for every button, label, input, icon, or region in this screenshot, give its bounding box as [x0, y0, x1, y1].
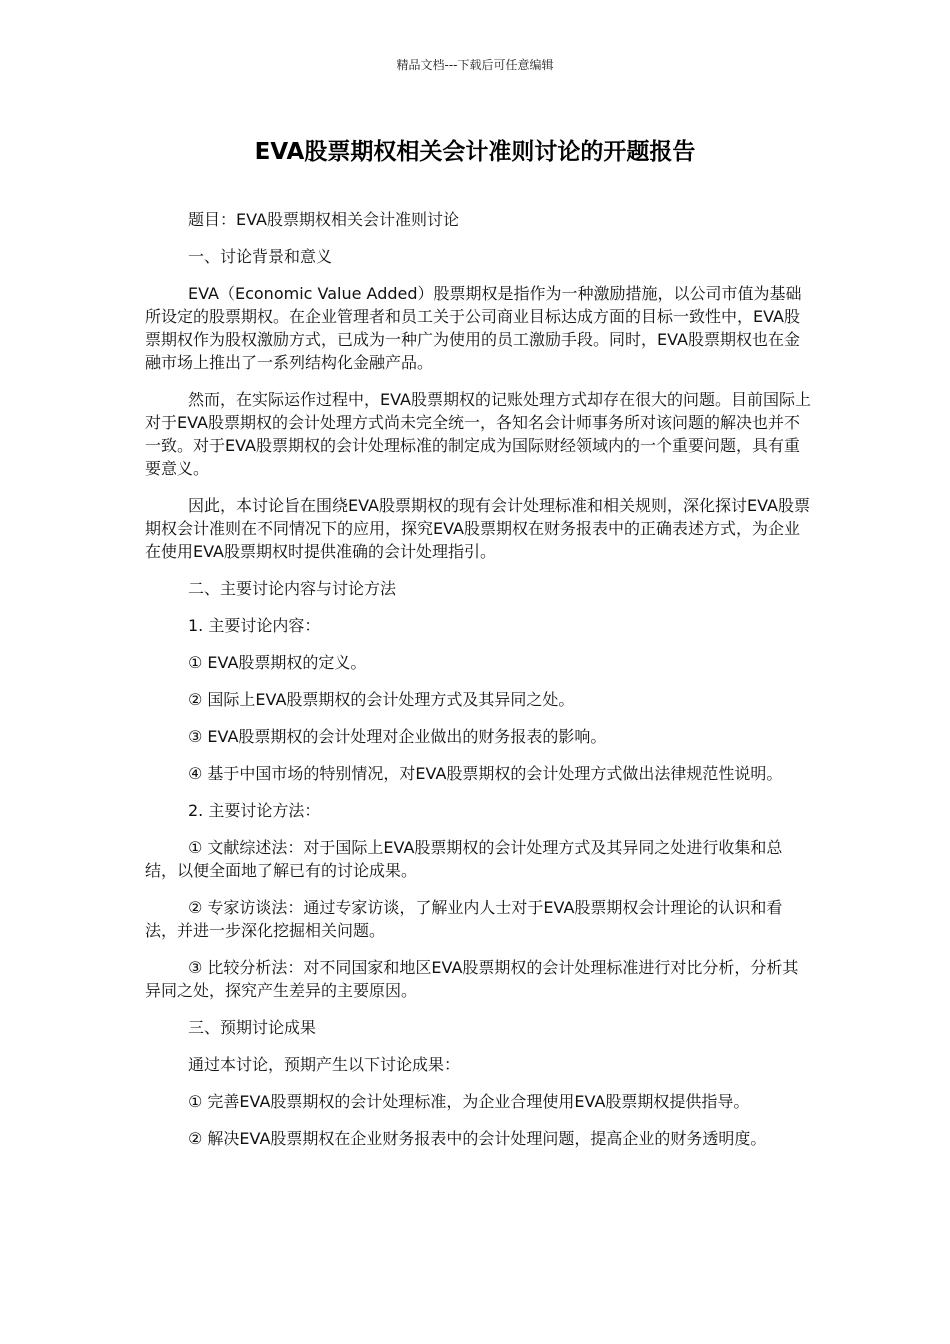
- list-item-content-4: ④ 基于中国市场的特别情况，对EVA股票期权的会计处理方式做出法律规范性说明。: [188, 764, 783, 783]
- document-title: EVA股票期权相关会计准则讨论的开题报告: [254, 139, 696, 165]
- section-heading-content-methods: 二、主要讨论内容与讨论方法: [188, 579, 397, 598]
- list-item-result-1: ① 完善EVA股票期权的会计处理标准，为企业合理使用EVA股票期权提供指导。: [188, 1092, 750, 1111]
- list-item-method-3: ③ 比较分析法：对不同国家和地区EVA股票期权的会计处理标准进行对比分析，分析其异同之处，探究产生差异的主要原因。: [145, 958, 799, 1000]
- paragraph-accounting-problem: 然而，在实际运作过程中，EVA股票期权的记账处理方式却存在很大的问题。目前国际上对于EVA股票期权的会计处理方式尚未完全统一，各知名会计师事务所对该问题的解决也并不一致。对于EVA股票期权的会计处理标准的制定成为国际财经领域内的一个重要问题，具有重要意义。: [145, 390, 811, 478]
- document-body: [145, 208, 813, 1164]
- list-item-method-1: ① 文献综述法：对于国际上EVA股票期权的会计处理方式及其异同之处进行收集和总结，以便全面地了解已有的讨论成果。: [145, 838, 783, 880]
- list-item-method-2: ② 专家访谈法：通过专家访谈，了解业内人士对于EVA股票期权会计理论的认识和看法，并进一步深化挖掘相关问题。: [145, 898, 783, 940]
- topic-line: 题目：EVA股票期权相关会计准则讨论: [188, 210, 459, 229]
- section-heading-expected-results: 三、预期讨论成果: [188, 1018, 317, 1037]
- list-item-result-2: ② 解决EVA股票期权在企业财务报表中的会计处理问题，提高企业的财务透明度。: [188, 1129, 767, 1148]
- page-header: 精品文档---下载后可任意编辑: [396, 58, 554, 72]
- paragraph-research-aim: 因此，本讨论旨在围绕EVA股票期权的现有会计处理标准和相关规则，深化探讨EVA股票期权会计准则在不同情况下的应用，探究EVA股票期权在财务报表中的正确表述方式，为企业在使用EVA股票期权时提供准确的会计处理指引。: [145, 496, 810, 561]
- paragraph-eva-definition: EVA（Economic Value Added）股票期权是指作为一种激励措施，以公司市值为基础所设定的股票期权。在企业管理者和员工关于公司商业目标达成方面的目标一致性中，EVA股票期权作为股权激励方式，已成为一种广为使用的员工激励手段。同时，EVA股票期权也在金融市场上推出了一系列结构化金融产品。: [145, 284, 802, 372]
- subheading-main-content: 1. 主要讨论内容：: [188, 616, 321, 635]
- list-item-content-3: ③ EVA股票期权的会计处理对企业做出的财务报表的影响。: [188, 727, 607, 746]
- subheading-main-methods: 2. 主要讨论方法：: [188, 801, 321, 820]
- list-item-content-1: ① EVA股票期权的定义。: [188, 653, 367, 672]
- expected-results-intro: 通过本讨论，预期产生以下讨论成果：: [188, 1055, 461, 1074]
- section-heading-background: 一、讨论背景和意义: [188, 247, 333, 266]
- list-item-content-2: ② 国际上EVA股票期权的会计处理方式及其异同之处。: [188, 690, 575, 709]
